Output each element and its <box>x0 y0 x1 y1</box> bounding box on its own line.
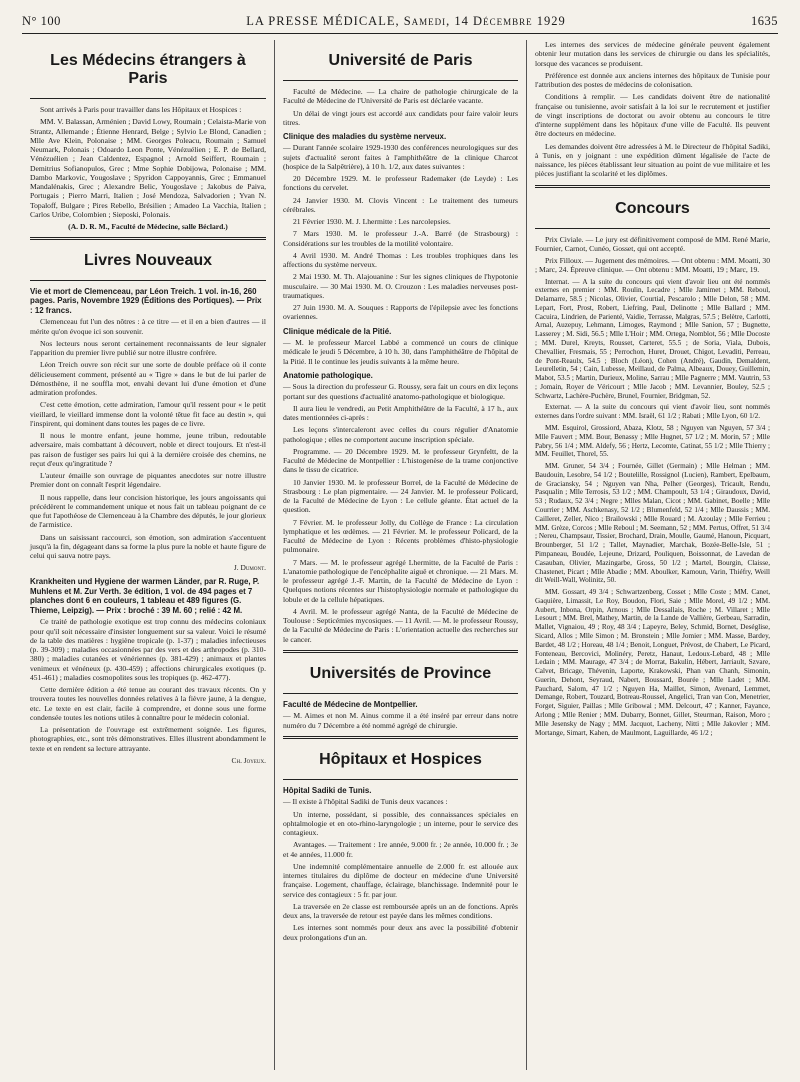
paragraph: Clemenceau fut l'un des nôtres : à ce titre — et il en a bien d'autres — il mérite qu'on évoque ici son souvenir. <box>30 317 266 336</box>
paragraph: 7 Mars 1930. M. le professeur J.-A. Barré (de Strasbourg) : Considérations sur les troubles de la motilité volontaire. <box>283 229 518 248</box>
divider <box>283 80 518 81</box>
paragraph: Il aura lieu le vendredi, au Petit Amphithéâtre de la Faculté, à 17 h., aux dates mentionnées ci-après : <box>283 403 518 423</box>
paragraph: MM. Gossart, 49 3/4 ; Schwartzenberg, Cosset ; Mlle Coste ; MM. Canet, Gaquière, Limassit, Le Roy, Boudon, Flori, Saie ; Mlle Morel, 49 1/2 ; MM. Aubert, Inbona, Orpin, Arnous ; Mlle Dessallais, Roche ; M. Villaret ; Mlle Lesourt ; MM. Brel, Mathey, Martin, de la Lande de Vallière, Gerbeau, Sarradin, Mallet, Vignaiou, 49 ; Roy, 48 3/4 ; Lapeyre, Beley, Schmid, Bornet, Deséglise, Sicard, Allos ; Mlle Simon ; M. Bronstein ; Mlle Jomier ; MM. Masse, Bardey, Bardet, 48 1/2 ; Horeau, 48 1/4 ; Benoit, Longuet, Prévost, de Chabert, Le Picard, Fonteneau, Bercovici, Molinéry, Peretz, Hanaut, Ledoux-Lebard, 48 ; Mlle Ledain ; MM. Maurage, 47 3/4 ; de Morrat, Bakulin, Hébert, Jarriault, Szvare, Calvet, Bricage, Thévenin, Laporte, Krakowski, Phan van Chanh, Simonin, Guerin, Dehont, Seyraud, Nabert, Boussard, Bourée ; Mlle Ladet ; MM. Pauchard, Salom, 47 1/2 ; Nguyen Ha, Maillet, Simon, Avenard, Lemmet, Demange, Robert, Touzard, Botreau-Roussel, Angelici, Tran van Con, Menetrier, Forget, Siguier, Paillas ; Mlle Gribowal ; MM. Delcourt, 47 ; Kanner, Fayance, Arlong ; Mlle Renier ; MM. Dubarry, Bonnet, Gillet, Steurman, Raison, Moro ; Mlle Jesensky de Nagy ; MM. Jacquot, Lacheny, Nitti ; Mlle Jakovler ; MM. Mortange, Simart, Kahen, de Maulmont, Laguillarde, 46 1/2 ; <box>535 588 770 737</box>
divider <box>283 736 518 739</box>
paragraph: MM. Gruner, 54 3/4 ; Fournée, Gillet (Germain) ; Mlle Helman ; MM. Baudouin, Lesobre, 54 1/2 ; Boutelille, Rossignol (Lucien), Rambert, Epelbaum, de Graciansky, 54 ; Nguyen van Nha, Pelher (Georges), Tricault, Rendu, Pasqualin ; Mlle Terrosis, 53 1/2 ; MM. Champoult, 53 1/4 ; Giraudoux, David, 53 ; Rudaux, 52 3/4 ; Negre ; Mlles Malan, Cicot ; MM. Gabinet, Boelle ; Mlle Courrier ; MM. Aschkenasy, 52 1/2 ; Blumenfeld, 52 1/4 ; Mlle Daussis ; MM. Cailleret, Zeller, Nico ; Brailowski ; Mlle Rouard ; M. Azoulay ; Mlle Ferrieu ; MM. Grèze, Corcos ; Mlle Reboul ; M. Seemann, 52 ; MM. Pertus, Offret, 51 3/4 ; Nereu, Champsaur, Tissier, Brochard, Drain, Moulle, Gaumé, Hanoun, Picquart, Brounberger, 51 1/2 ; Tallet, Maynadier, Marchak, Bozée-Belle-Isle, 51 ; Pimpaneau, Boudée, Lejeune, Drizard, Pouliquen, Boissonnat, de Lavedan de Casauban, Olivier, Mazingarbe, Gross, 50 1/2 ; Martel, Bourgin, Claisse, Chastenet, Picart ; Mlle Abadie ; MM. Aboulker, Kamoun, Varin, Thiéfry, Weill dit Weill-Wall, Wolinitz, 50. <box>535 462 770 585</box>
page-number: 1635 <box>751 14 778 28</box>
paragraph: 21 Février 1930. M. J. Lhermitte : Les narcolepsies. <box>293 217 451 227</box>
paragraph: Les demandes doivent être adressées à M. le Directeur de l'hôpital Sadiki, à Tunis, en y joignant : une expédition dûment légalisée de l'acte de naissance, les pièces établissant leur situation au point de vue militaire et les pièces justifiant la scolarité et les diplômes. <box>535 141 770 179</box>
divider <box>535 228 770 229</box>
section-title-medecins-etrangers: Les Médecins étrangers à Paris <box>50 52 246 87</box>
paragraph: Les internes des services de médecine générale peuvent également obtenir leur mutation dans les services de chirurgie ou dans les spécialités, lorsque des vacances se produisent. <box>535 40 770 68</box>
paragraph: — M. le professeur Marcel Labbé a commencé un cours de clinique médicale le jeudi 5 Décembre, à 10 h. 30, dans l'amphithéâtre de l'hôpital de la Pitié. Il le continue les jeudis suivants à la même heure. <box>283 338 518 366</box>
section-title-livres-nouveaux: Livres Nouveaux <box>83 252 213 269</box>
divider <box>30 280 266 281</box>
paragraph: Programme. — 20 Décembre 1929. M. le professeur Grynfeltt, de la Faculté de Médecine de Montpellier : L'histogenèse de la trame conjonctive dans le tissu de cicatrice. <box>283 446 518 475</box>
paragraph: 20 Décembre 1929. M. le professeur Rademaker (de Leyde) : Les fonctions du cervelet. <box>283 174 518 193</box>
paragraph: Les internes sont nommés pour deux ans avec la possibilité d'obtenir deux prolongations d'un an. <box>283 923 518 942</box>
column-middle <box>274 40 526 1070</box>
paragraph: MM. Esquirol, Grossiord, Abaza, Klotz, 58 ; Nguyen van Nguyen, 57 3/4 ; Mlle Fauvert ; MM. Bour, Benassy ; Mlle Hugnet, 57 1/2 ; M. Morin, 57 ; Mlle Pabry, 56 1/4 ; MM. Aldefy, 56 ; Hertz, Lecomte, Catinat, 55 1/2 ; Mlle Thierry ; MM. Feuillet, Thorel, 55. <box>535 424 770 459</box>
paragraph: — M. Aimes et non M. Ainus comme il a été inséré par erreur dans notre numéro du 7 Décembre a été nommé agrégé de chirurgie. <box>283 711 518 730</box>
divider <box>283 693 518 694</box>
paragraph: L'auteur émaille son ouvrage de piquantes anecdotes sur notre illustre Premier dont on connaît l'esprit légendaire. <box>30 471 266 490</box>
column-right <box>526 40 778 1070</box>
paragraph: Une indemnité complémentaire annuelle de 2.000 fr. est allouée aux internes titulaires du diplôme de docteur en médecine d'une Université française. Logement, chauffage, éclairage, blanchissage. Indemnité pour le service des contagieux : 5 fr. par jour. <box>283 861 518 899</box>
section-title-universite-paris: Université de Paris <box>328 52 473 69</box>
paragraph: Un délai de vingt jours est accordé aux candidats pour faire valoir leurs titres. <box>283 108 518 127</box>
author-signature: Ch. Joyeux. <box>231 755 266 765</box>
divider <box>283 779 518 780</box>
paragraph: — Il existe à l'hôpital Sadiki de Tunis deux vacances : <box>283 797 448 807</box>
paragraph: Léon Treich ouvre son récit sur une sorte de double préface où il conte délicieusement comment, présenté au « Tigre » dans le but de lui parler de Démosthène, il ne souffla mot, envahi devant lui d'une émotion et d'une admiration profondes. <box>30 360 266 398</box>
paragraph: Ce traité de pathologie exotique est trop connu des médecins coloniaux pour qu'il soit nécessaire d'insister longuement sur sa valeur. Voici le résumé de la table des matières : hygiène tropicale (p. 1-37) ; maladies infectieuses (p. 39-309) ; maladies occasionnées par des vers et des arthropodes (p. 310-380) ; maladies cutanées et vénériennes (p. 381-429) ; animaux et plantes venimeux et vénéneux (p. 430-459) ; affections chirurgicales exotiques (p. 451-461) ; maladies cosmopolites sous les tropiques (p. 462-477). <box>30 617 266 682</box>
paragraph: — Durant l'année scolaire 1929-1930 des conférences neurologiques sur des sujets d'actualité seront faites à l'amphithéâtre de la clinique Charcot (hospice de la Salpêtrière), à 10 h. 1/2, aux dates suivantes : <box>283 143 518 171</box>
subheading: Anatomie pathologique. <box>283 370 373 380</box>
paragraph: C'est cette émotion, cette admiration, l'amour qu'il ressent pour « le petit vieillard, le vieillard immense dont la volonté têtue fit face au destin », qui l'inspirent, qui dominent dans toutes les pages de ce livre. <box>30 400 266 428</box>
source-note: (A. D. R. M., Faculté de Médecine, salle Béclard.) <box>68 222 228 231</box>
paragraph: Les leçons s'intercaleront avec celles du cours régulier d'Anatomie pathologique ; elles ne comportent aucune inscription spéciale. <box>283 425 518 444</box>
paragraph: Avantages. — Traitement : 1re année, 9.000 fr. ; 2e année, 10.000 fr. ; 3e et 4e années, 11.000 fr. <box>283 840 518 859</box>
paragraph: Faculté de Médecine. — La chaire de pathologie chirurgicale de la Faculté de Médecine de l'Université de Paris est déclarée vacante. <box>283 87 518 106</box>
subheading: Hôpital Sadiki de Tunis. <box>283 785 372 795</box>
paragraph: Internat. — A la suite du concours qui vient d'avoir lieu ont été nommés externes en premier : MM. Roulin, Lecadre ; Mlle Jamimet ; MM. Reboul, Delamarre, 58.5 ; Nicolas, Olivier, Courtial, Pescarolo ; Mlle Delon, 58 ; MM. Lepart, Fort, Prost, Robert, Liefring, Paul, Delinotte ; Mlle Ballard ; MM. Cacuira, Lindrien, de Parienté, Vaidie, Terrasse, Malgras, 57.5 ; Belètre, Carlotti, Arnal, Auzepuy, Lehmann, Limoges, Raymond ; Mlle Sanion, 57 ; Bugnette, Lasserey ; M. Sidi, 56.5 ; Mlle L'Hoir ; MM. Ortega, Nomblot, 56 ; Mlle Docoste ; MM. Durel, Kreyts, Rousset, Carteret, 55.5 ; de Soria, Viala, Dubois, Chevallier, Fresmais, 55 ; Perrochon, Huret, Drouet, Chigot, Levaditi, Perreau, de Pont-Reaulx, 54.5 ; Bloch (Léon), Cohen (André), Gaudin, Demaldent, Leurelletin, 54 ; Cain, Lubesse, Meillaud, de Palma, Albeaux, Douey, Guillemin, Mabot, 53.5 ; Martin, Durieux, Moline, Sarrau ; Mlle Pagnerre ; MM. Vautrin, 53 ; Jomain, Royer de Véricourt ; Mlle Jacob ; MM. Levannier, Bouley, 52.5 ; Schwartz, Lachère-Puchère, Brunel, Fournier, Bridgman, 52. <box>535 277 770 400</box>
journal-title-date: LA PRESSE MÉDICALE, Samedi, 14 Décembre 1929 <box>246 14 566 28</box>
paragraph: Externat. — A la suite du concours qui vient d'avoir lieu, sont nommés externes dans l'ordre suivant : MM. Israël, 61 1/2 ; Rabati ; Mlle Lyon, 60 1/2. <box>535 403 770 421</box>
paragraph: — Sous la direction du professeur G. Roussy, sera fait un cours en dix leçons portant sur des questions d'actualité anatomo-pathologique et biologique. <box>283 382 518 401</box>
paragraph: Un interne, possédant, si possible, des connaissances spéciales en ophtalmologie et en oto-rhino-laryngologie ; un interne, pour le service des contagieux. <box>283 809 518 838</box>
column-left <box>22 40 274 1070</box>
paragraph: Prix Civiale. — Le jury est définitivement composé de MM. René Marie, Fournier, Carnot, Cunéo, Gosset, qui ont accepté. <box>535 234 770 253</box>
paragraph: 4 Avril. M. le professeur agrégé Nanta, de la Faculté de Médecine de Toulouse : Septicémies mycosiques. — 11 Avril. — M. le professeur Roussy, de la Faculté de Médecine de Paris : L'orientation actuelle des recherches sur le cancer. <box>283 606 518 644</box>
paragraph: Sont arrivés à Paris pour travailler dans les Hôpitaux et Hospices : <box>40 105 242 114</box>
paragraph: 27 Juin 1930. M. A. Souques : Rapports de l'épilepsie avec les fonctions ovariennes. <box>283 303 518 322</box>
book-title: Vie et mort de Clemenceau, par Léon Treich. 1 vol. in-16, 260 pages. Paris, Novembre 1929 (Éditions des Portiques). — Prix : 12 francs. <box>30 287 262 315</box>
subheading: Faculté de Médecine de Montpellier. <box>283 699 418 709</box>
divider <box>30 98 266 99</box>
paragraph: La traversée en 2e classe est remboursée après un an de fonctions. Après deux ans, la traversée de retour est payée dans les mêmes conditions. <box>283 901 518 921</box>
paragraph: Nos lecteurs nous seront certainement reconnaissants de leur signaler l'apparition du premier livre publié sur notre illustre confrère. <box>30 338 266 358</box>
paragraph: 4 Avril 1930. M. André Thomas : Les troubles trophiques dans les affections du système nerveux. <box>283 250 518 270</box>
issue-number: N° 100 <box>22 14 61 28</box>
running-head <box>22 14 778 34</box>
paragraph: La présentation de l'ouvrage est extrêmement soignée. Les figures, photographies, etc., sont très démonstratives. Elles illustrent abondamment le texte et en rendent sa lecture attrayante. <box>30 725 266 753</box>
divider <box>535 185 770 188</box>
paragraph: Dans un saisissant raccourci, son émotion, son admiration s'accentuent jusqu'à la fin, dégageant dans sa forme la plus pure la noble et haute figure de celui qui sauva notre pays. <box>30 532 266 561</box>
divider <box>283 650 518 653</box>
paragraph: Conditions à remplir. — Les candidats doivent être de nationalité française ou tunisienne, avoir satisfait à la loi sur le recrutement et justifier de vingt inscriptions de doctorat ou avoir obtenu au concours le titre d'interne supplément dans les hôpitaux d'une ville de Faculté. Ils peuvent être docteurs en médecine. <box>535 92 770 139</box>
paragraph: Il nous rappelle, dans leur concision historique, les jours angoissants qui précédèrent le commandement unique et nous fait un tableau poignant de ce que fut l'apothéose de Clemenceau à la Chambre des députés, le jour glorieux de l'armistice. <box>30 492 266 530</box>
paragraph: 7 Mars. — M. le professeur agrégé Lhermitte, de la Faculté de Paris : L'anatomie pathologique de l'encéphalite aiguë et chronique. — 21 Mars. M. le professeur agrégé J.-F. Martin, de la Faculté de Médecine de Lyon : Quelques notions récentes sur l'histophysiologie normale et pathologique du lobule et de la cellule hépatiques. <box>283 557 518 604</box>
paragraph: Cette dernière édition a été tenue au courant des travaux récents. On y trouvera toutes les nouvelles données relatives à la fièvre jaune, à la dengue, etc. Le texte en est clair, facile à comprendre, et donne sous une forme condensée toutes les notions utiles à connaître pour le médecin colonial. <box>30 685 266 722</box>
section-title-concours: Concours <box>615 199 690 217</box>
paragraph: Prix Filloux. — Jugement des mémoires. — Ont obtenu : MM. Moatti, 30 ; Marc, 24. Épreuve clinique. — Ont obtenu : MM. Moatti, 19 ; Marc, 19. <box>535 256 770 275</box>
paragraph: MM. V. Balassan, Arménien ; David Lowy, Roumain ; Celaista-Marie von Strantz, Allemande ; Étienne Henrard, Belge ; Sylvio Le Blond, Canadien ; Mlle Ave Klein, Polonaise ; MM. Georges Poleacu, Roumain ; Samuel Neumark, Polonais ; Odoardo Leon Ponte, Vénézuélien ; E. P. de Bellard, Vénézuélien ; Jean Caldentez, Espagnol ; Arnold Seiffert, Roumain ; Demitrius Sofianopulos, Grec ; Mme Sophie Dobijowa, Polonaise ; MM. Dambo Markovic, Yougoslave ; Spyridon Cappoyannis, Grec ; Emmanuel Mandalénakis, Grec ; Alexandre Belic, Yougoslave ; Jakobus de Paiva, Portugais ; Pierro Marri, Italien ; José Mendoza, Salvadorien ; Yvan N. Topaloff, Bulgare ; Pires Rebello, Brésilien ; Amadeo La Vacchia, Italien ; Carlos Uribe, Colombien ; Sieposki, Polonais. <box>30 117 266 219</box>
paragraph: Il nous le montre enfant, jeune homme, jeune tribun, redoutable adversaire, mais combattant à découvert, noble et direct toujours. Et n'est-il pas raison de fustiger ses pairs lui qui à la dernière croisée des chemins, ne reçut d'eux qu'ingratitude ? <box>30 431 266 468</box>
divider <box>30 237 266 240</box>
book-title: Krankheiten und Hygiene der warmen Länder, par R. Ruge, P. Muhlens et M. Zur Verth. 3e édition, 1 vol. de 494 pages et 7 planches dont 6 en couleurs, 1 tableau et 489 figures (G. Thieme, Leipzig). — Prix : broché : 39 M. 60 ; relié : 42 M. <box>30 577 260 615</box>
paragraph: 2 Mai 1930. M. Th. Alajouanine : Sur les signes cliniques de l'hypotonie musculaire. — 30 Mai 1930. M. O. Crouzon : Les maladies nerveuses post-traumatiques. <box>283 272 518 300</box>
subheading: Clinique médicale de la Pitié. <box>283 326 392 336</box>
columns <box>22 40 778 1070</box>
section-title-universites-province: Universités de Province <box>309 664 492 682</box>
section-title-hopitaux-hospices: Hôpitaux et Hospices <box>319 750 482 768</box>
author-signature: J. Dumont. <box>233 563 266 573</box>
paragraph: Préférence est donnée aux anciens internes des hôpitaux de Tunisie pour l'attribution des postes de médecins de colonisation. <box>535 70 770 89</box>
paragraph: 7 Février. M. le professeur Jolly, du Collège de France : La circulation lymphatique et les œdèmes. — 21 Février. M. le professeur Policard, de la Faculté de Médecine de Lyon : Récents problèmes d'histo-physiologie pulmonaire. <box>283 517 518 555</box>
paragraph: 24 Janvier 1930. M. Clovis Vincent : Le traitement des tumeurs cérébrales. <box>283 195 518 214</box>
subheading: Clinique des maladies du système nerveux. <box>283 132 447 141</box>
paragraph: 10 Janvier 1930. M. le professeur Borrel, de la Faculté de Médecine de Strasbourg : Le plan pigmentaire. — 24 Janvier. M. le professeur Policard, de la Faculté de Médecine de Lyon : Le cellule géante. État actuel de la question. <box>283 477 518 515</box>
